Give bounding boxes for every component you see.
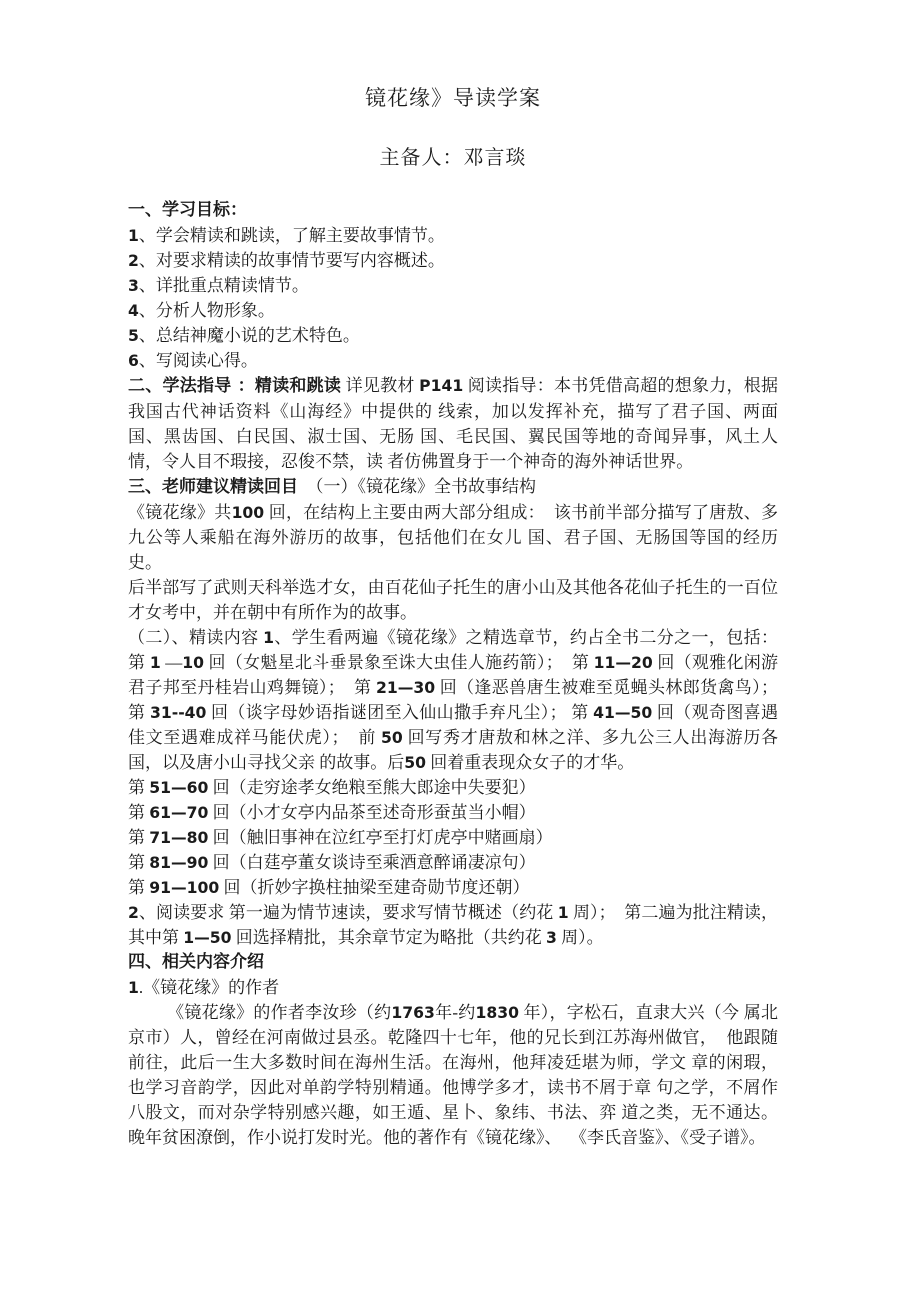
section-2-text: 详见教材 P141 阅读指导：本书凭借高超的想象力，根据我国古代神话资料《山海经》中提供的 线索，加以发挥补充，描写了君子国、两面国、黑齿国、白民国、淑士国、无肠 国、毛民国、翼民国等地的奇闻异事，风土人情，令人目不瑕接，忍俊不禁，读 者仿佛置身于一个神奇的海外神话世界。 (128, 376, 778, 471)
section-3-subheading: （一）《镜花缘》全书故事结构 (298, 477, 536, 496)
goal-item-6: 6、写阅读心得。 (128, 351, 258, 370)
author-biography-paragraph: 《镜花缘》的作者李汝珍（约1763年-约1830 年），字松石，直隶大兴（今 属北京市）人，曾经在河南做过县丞。乾隆四十七年，他的兄长到江苏海州做官， 他跟随前往，此后一生大多数时间在海州生活。在海州，他拜凌廷堪为师，学文 章的闲瑕，也学习音韵学，因此对单韵学特别精通。他博学多才，读书不屑于章 句之学，不屑作八股文，而对杂学特别感兴趣，如王遁、星卜、象纬、书法、弈 道之类，无不通达。晚年贫困潦倒，作小说打发时光。他的著作有《镜花缘》、 《李氏音鉴》、《受子谱》。 (128, 1003, 779, 1147)
section-2-heading: 二、学法指导 ：精读和跳读 (128, 376, 342, 396)
section-3-heading-line (128, 474, 778, 500)
section-4-subheading: 1.《镜花缘》的作者 (128, 978, 280, 997)
section-3-paragraph-2: 后半部写了武则天科举选才女，由百花仙子托生的唐小山及其他各花仙子托生的一百位才女考中，并在朝中有所作为的故事。 (128, 578, 778, 622)
chapter-range-71-80: 第 71—80 回（触旧事神在泣红亭至打灯虎亭中赌画扇） (128, 828, 553, 847)
section-1-heading: 一、学习目标： (128, 200, 247, 220)
chapter-range-51-60: 第 51—60 回（走穷途孝女绝粮至熊大郎途中失要犯） (128, 778, 536, 797)
section-2-paragraph (128, 373, 778, 474)
section-4-heading: 四、相关内容介绍 (128, 952, 264, 972)
page-title: 镜花缘》导读学案 (365, 86, 541, 110)
document-content (128, 84, 787, 1150)
goal-item-1: 1、学会精读和跳读，了解主要故事情节。 (128, 226, 445, 245)
chapter-range-81-90: 第 81—90 回（白莛亭董女谈诗至乘酒意醉诵凄凉句） (128, 853, 536, 872)
section-3-heading: 三、老师建议精读回目 (128, 477, 298, 497)
section-3-paragraph-3: （二）、精读内容 1、学生看两遍《镜花缘》之精选章节，约占全书二分之一，包括： 第 1 —10 回（女魁星北斗垂景象至诛大虫佳人施药箭）； 第 11—20 回（观雅化闲游君子邦至丹桂岩山鸡舞镜）； 第 21—30 回（逢恶兽唐生被难至觅蝇头林郎货禽鸟）； 第 31--40 回（谈字母妙语指谜团至入仙山撒手弃凡尘）； 第 41—50 回（观奇图喜遇佳文至遇难成祥马能伏虎）； 前 50 回写秀才唐敖和林之洋、多九公三人出海游历各国，以及唐小山寻找父亲 的故事。后50 回着重表现众女子的才华。 (128, 628, 787, 772)
goal-item-4: 4、分析人物形象。 (128, 301, 275, 320)
section-3-paragraph-1: 《镜花缘》共100 回，在结构上主要由两大部分组成： 该书前半部分描写了唐敖、多九公等人乘船在海外游历的故事，包括他们在女儿 国、君子国、无肠国等国的经历史。 (128, 503, 779, 572)
goal-item-5: 5、总结神魔小说的艺术特色。 (128, 326, 360, 345)
prepared-by-line: 主备人：邓言琰 (379, 147, 527, 169)
reading-requirements-paragraph: 2、阅读要求 第一遍为情节速读，要求写情节概述（约花 1 周）； 第二遍为批注精读，其中第 1—50 回选择精批，其余章节定为略批（共约花 3 周）。 (128, 903, 779, 947)
chapter-range-61-70: 第 61—70 回（小才女亭内品茶至述奇形蚕茧当小帽） (128, 803, 536, 822)
chapter-range-91-100: 第 91—100 回（折妙字换柱抽梁至建奇勋节度还朝） (128, 878, 530, 897)
goal-item-3: 3、详批重点精读情节。 (128, 276, 309, 295)
goal-item-2: 2、对要求精读的故事情节要写内容概述。 (128, 251, 445, 270)
